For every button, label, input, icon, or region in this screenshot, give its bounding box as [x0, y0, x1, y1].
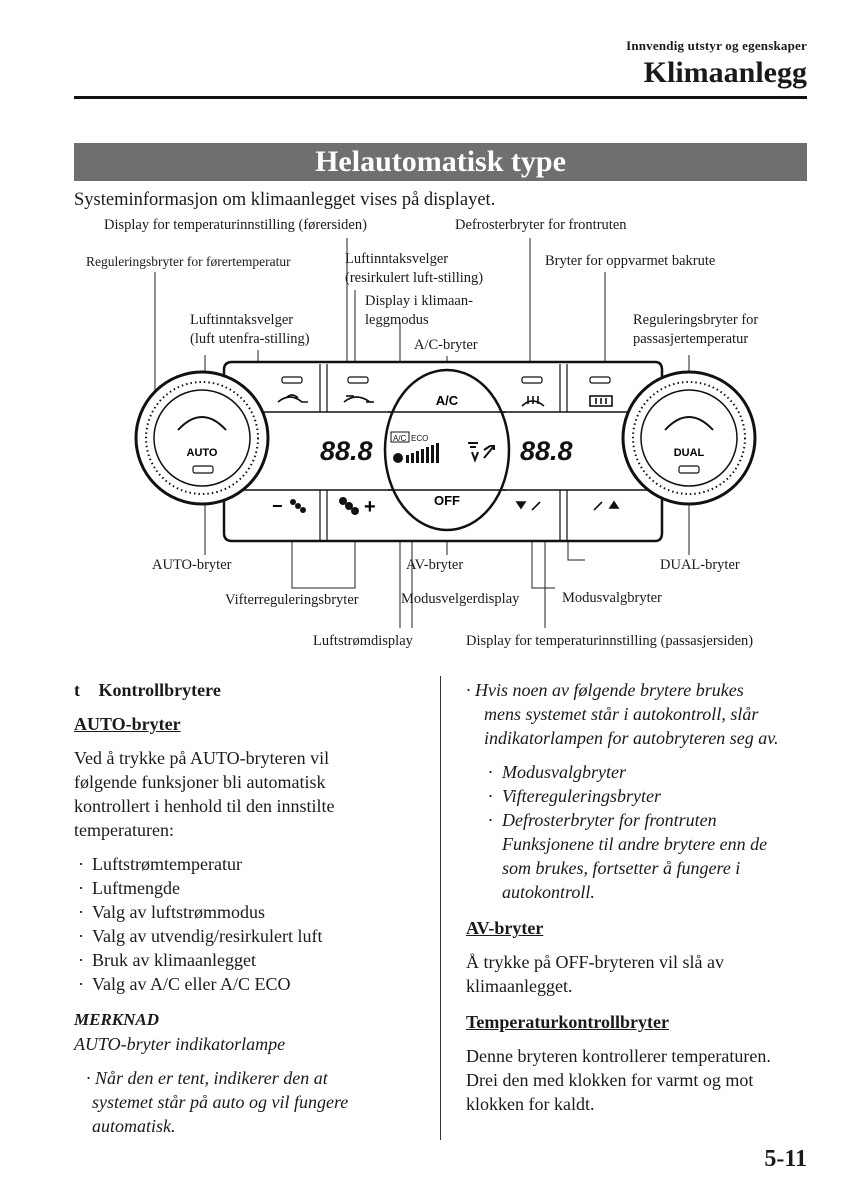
note-subtitle: AUTO-bryter indikatorlampe: [74, 1034, 286, 1054]
callout-defroster-front: Defrosterbryter for frontruten: [455, 217, 627, 233]
list-item: · Valg av A/C eller A/C ECO: [74, 972, 424, 996]
callout-rear-defroster: Bryter for oppvarmet bakrute: [545, 253, 716, 269]
left-column: [74, 678, 424, 1138]
column-divider: [440, 676, 441, 1140]
list-item: · Valg av luftstrømmodus: [74, 900, 424, 924]
heading-marker: t: [74, 680, 80, 700]
auto-note-continued: Funksjonene til andre brytere enn de som brukes, fortsetter å fungere i autokontroll.: [502, 834, 768, 902]
callout-air-intake-recirc: Luftinntaksvelger (resirkulert luft-stilling): [345, 251, 484, 286]
ac-button-label: A/C: [435, 393, 459, 408]
ac-badge: A/C: [393, 434, 407, 443]
callout-passenger-temp: Reguleringsbryter for passasjertemperatur: [633, 312, 759, 347]
page-title: Klimaanlegg: [643, 56, 807, 89]
callout-air-intake-outside: Luftinntaksvelger (luft utenfra-stilling): [190, 312, 310, 347]
callout-fan-control: Vifterreguleringsbryter: [225, 592, 359, 608]
dual-button-label: DUAL: [673, 447, 705, 459]
list-item: · Valg av utvendig/resirkulert luft: [74, 924, 424, 948]
right-column: [466, 678, 811, 1116]
callout-auto-switch: AUTO-bryter: [152, 557, 232, 573]
callout-airflow-display: Luftstrømdisplay: [313, 633, 413, 649]
controls-heading: Kontrollbrytere: [98, 680, 221, 700]
section-header: Innvendig utstyr og egenskaper: [626, 38, 807, 53]
callout-off-switch: AV-bryter: [406, 557, 464, 573]
off-button-label: OFF: [434, 493, 460, 508]
temp-paragraph: Denne bryteren kontrollerer temperaturen. Drei den med klokken for varmt og mot klokken for kaldt.: [466, 1046, 771, 1114]
temp-display-right: 88.8: [520, 436, 573, 466]
auto-function-list: [74, 852, 424, 996]
off-switch-title: AV-bryter: [466, 918, 544, 938]
callout-mode-display: Modusvelgerdisplay: [401, 591, 520, 607]
eco-badge: ECO: [411, 434, 429, 443]
auto-note: · Hvis noen av følgende brytere brukes mens systemet står i autokontroll, slår indikatorlampen for autobryteren seg av.: [466, 680, 779, 748]
intro-text: Systeminformasjon om klimaanlegget vises på displayet.: [74, 190, 496, 210]
section-banner: Helautomatisk type: [74, 143, 807, 181]
fan-minus-label: −: [272, 496, 283, 516]
callout-driver-temp: Reguleringsbryter for førertemperatur: [86, 254, 291, 269]
affected-switch-list: [466, 760, 811, 832]
list-item: · Bruk av klimaanlegget: [74, 948, 424, 972]
list-item: · Viftereguleringsbryter: [484, 784, 811, 808]
list-item: · Luftstrømtemperatur: [74, 852, 424, 876]
temp-switch-title: Temperaturkontrollbryter: [466, 1012, 669, 1032]
off-paragraph: Å trykke på OFF-bryteren vil slå av klimaanlegget.: [466, 952, 724, 996]
page-number: 5-11: [764, 1146, 807, 1172]
callout-display-passenger: Display for temperaturinnstilling (passasjersiden): [466, 633, 754, 649]
callout-ac-switch: A/C-bryter: [414, 337, 478, 353]
note-text: · Når den er tent, indikerer den at systemet står på auto og vil fungere automatisk.: [86, 1068, 349, 1136]
auto-button-label: AUTO: [186, 447, 218, 459]
callout-mode-switch: Modusvalgbryter: [562, 590, 662, 606]
auto-switch-title: AUTO-bryter: [74, 714, 181, 734]
callout-ac-mode-display: Display i klimaan- leggmodus: [365, 293, 473, 328]
list-item: · Luftmengde: [74, 876, 424, 900]
fan-plus-label: +: [364, 496, 376, 518]
list-item: · Modusvalgbryter: [484, 760, 811, 784]
callout-display-driver: Display for temperaturinnstilling (førersiden): [104, 217, 367, 233]
list-item: · Defrosterbryter for frontruten: [484, 808, 811, 832]
note-title: MERKNAD: [74, 1010, 160, 1029]
temp-display-left: 88.8: [320, 436, 373, 466]
auto-paragraph: Ved å trykke på AUTO-bryteren vil følgende funksjoner bli automatisk kontrollert i henhold til den innstilte temperaturen:: [74, 748, 335, 840]
callout-dual-switch: DUAL-bryter: [660, 557, 740, 573]
